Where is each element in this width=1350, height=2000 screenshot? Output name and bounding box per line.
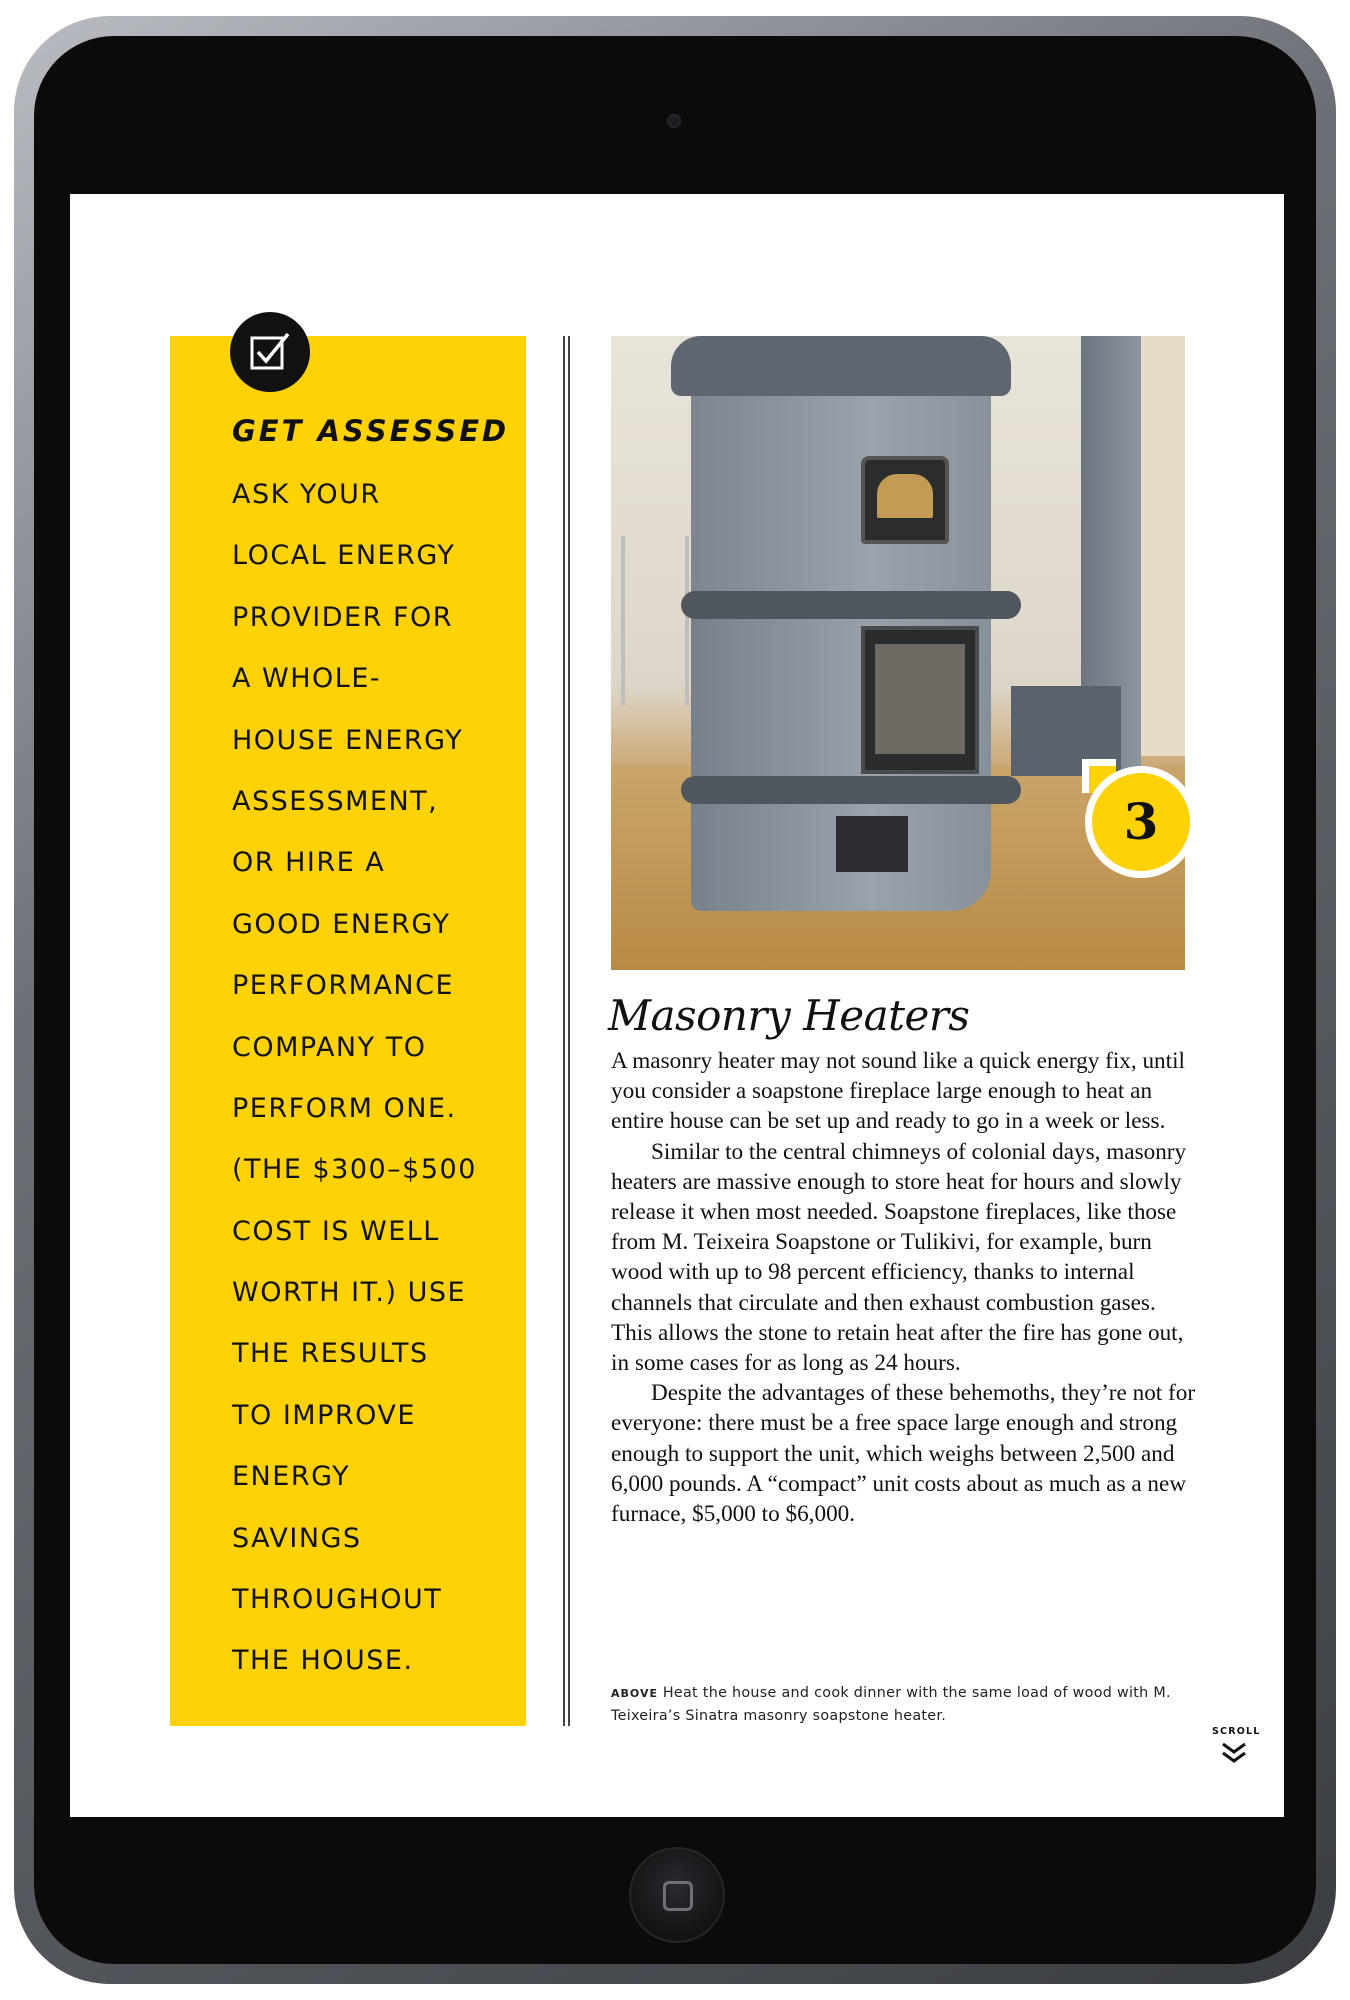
tip-line: A WHOLE- <box>232 663 382 695</box>
photo-ash-vent <box>836 816 908 872</box>
double-chevron-down-icon[interactable] <box>1220 1742 1248 1768</box>
tip-line: PERFORMANCE <box>232 970 455 1002</box>
tip-line: TO IMPROVE <box>232 1399 416 1431</box>
front-camera <box>667 114 681 128</box>
tip-line: ASSESSMENT, <box>232 785 439 817</box>
photo-firebox-glass <box>875 644 965 754</box>
tip-text <box>232 464 522 1692</box>
tip-line: LOCAL ENERGY <box>232 540 456 572</box>
tip-line: OR HIRE A <box>232 847 386 879</box>
screen <box>70 194 1284 1817</box>
tip-line: COST IS WELL <box>232 1215 440 1247</box>
photo-heater-top <box>671 336 1011 396</box>
tip-title: GET ASSESSED <box>232 414 510 448</box>
photo-firebox-door <box>861 626 979 774</box>
tip-line: ASK YOUR <box>232 479 381 510</box>
photo-ladder <box>621 536 689 706</box>
tip-line: WORTH IT.) USE <box>232 1277 467 1309</box>
badge-number: 3 <box>1123 792 1159 851</box>
article-paragraph: Despite the advantages of these behemoths, they’re not for everyone: there must be a free space large enough and strong enough to support the unit, which weighs between 2,500 and 6,000 pounds. A “compact” unit costs about as much as a new furnace, $5,000 to $6,000. <box>611 1380 1196 1528</box>
photo-caption <box>611 1682 1191 1728</box>
tip-line: THROUGHOUT <box>232 1584 443 1616</box>
tip-line: SAVINGS <box>232 1522 362 1554</box>
photo-oven-door <box>861 456 949 544</box>
tip-line: ENERGY <box>232 1461 351 1493</box>
article-paragraph: A masonry heater may not sound like a quick energy fix, until you consider a soapstone fireplace large enough to heat an entire house can be set up and ready to go in a week or less. <box>611 1048 1185 1135</box>
column-divider <box>563 336 570 1726</box>
tip-line: GOOD ENERGY <box>232 908 451 940</box>
caption-label: ABOVE <box>611 1687 658 1700</box>
masonry-heater-photo <box>611 336 1185 970</box>
tip-line: PROVIDER FOR <box>232 601 453 633</box>
article-paragraph: Similar to the central chimneys of colonial days, masonry heaters are massive enough to store heat for hours and slowly release it when most needed. Soapstone fireplaces, like those from M. Teixeira Soapstone or Tulikivi, for example, burn wood with up to 98 percent efficiency, thanks to internal channels that circulate and then exhaust combustion gases. This allows the stone to retain heat after the fire has gone out, in some cases for as long as 24 hours. <box>611 1138 1187 1377</box>
caption-text: Heat the house and cook dinner with the same load of wood with M. Teixeira’s Sinatra masonry soapstone heater. <box>611 1685 1171 1724</box>
tip-line: THE HOUSE. <box>232 1645 414 1677</box>
tip-line: THE RESULTS <box>232 1338 429 1370</box>
article-body <box>611 1046 1201 1529</box>
tip-line: COMPANY TO <box>232 1031 427 1063</box>
photo-oven-glass <box>877 474 933 518</box>
checkbox-icon <box>230 312 310 392</box>
article-headline: Masonry Heaters <box>608 991 970 1040</box>
tip-line: (THE $300–$500 <box>232 1154 477 1186</box>
home-button-icon <box>663 1881 693 1911</box>
number-badge <box>1085 766 1197 878</box>
home-button[interactable] <box>629 1847 725 1943</box>
scroll-label[interactable]: SCROLL <box>1212 1726 1261 1737</box>
tip-line: PERFORM ONE. <box>232 1092 457 1124</box>
photo-ledge-lower <box>681 776 1021 804</box>
tip-line: HOUSE ENERGY <box>232 724 464 756</box>
photo-ledge-upper <box>681 591 1021 619</box>
